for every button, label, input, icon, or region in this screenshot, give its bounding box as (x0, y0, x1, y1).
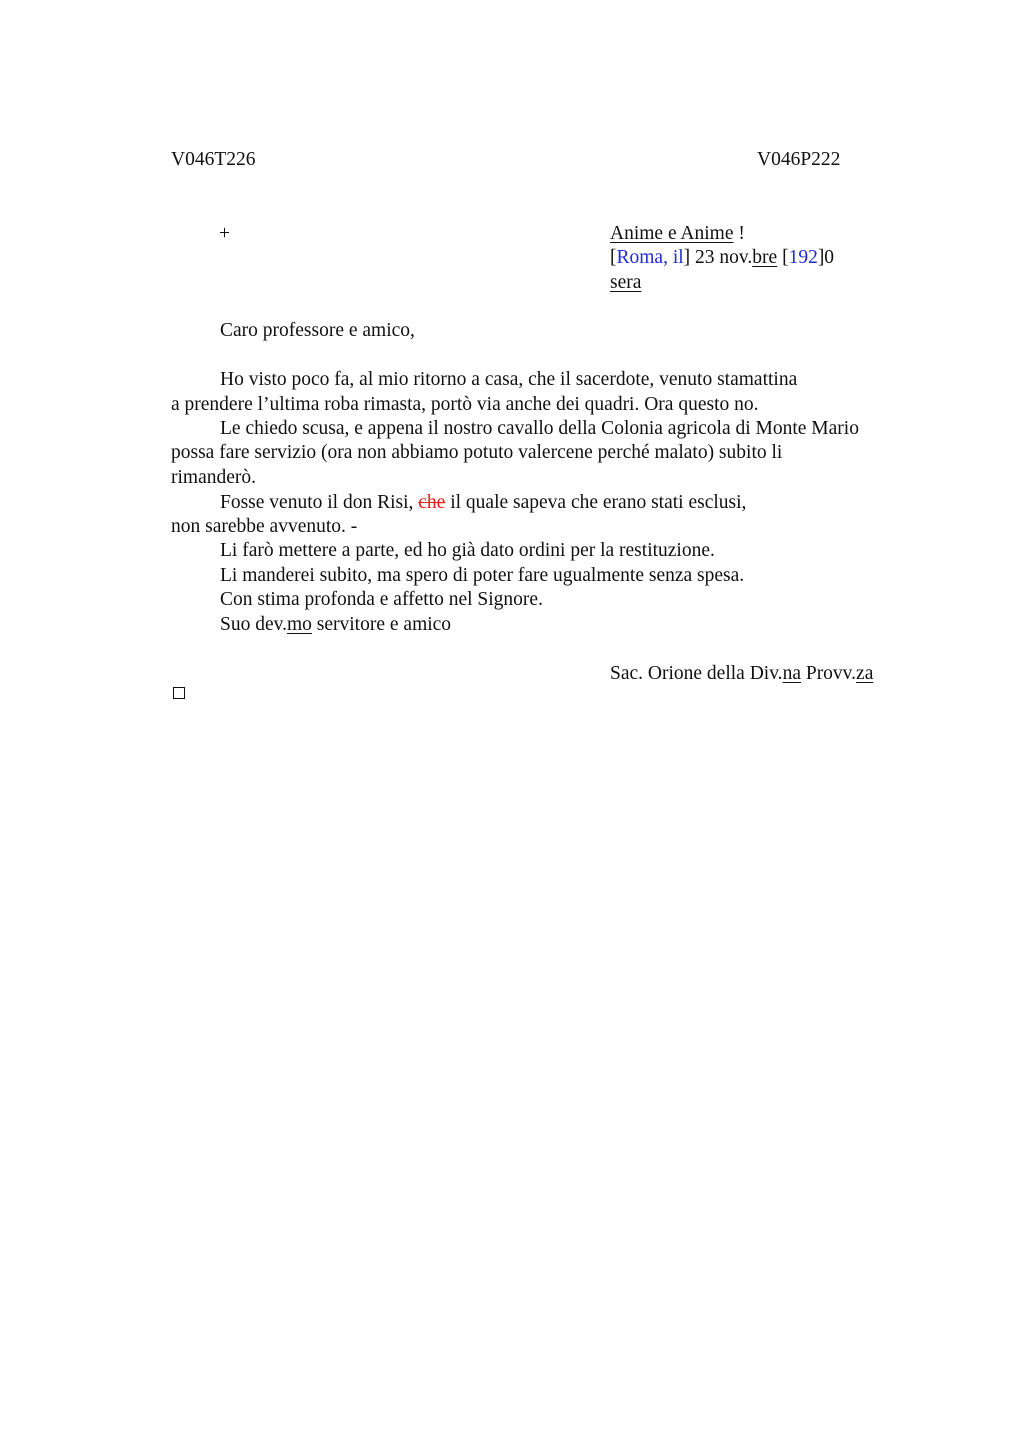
body-line-2: a prendere l’ultima roba rimasta, portò via anche dei quadri. Ora questo no. (171, 394, 759, 415)
body-line-3: Le chiedo scusa, e appena il nostro cavallo della Colonia agricola di Monte Mario (220, 418, 859, 439)
body-line-7: non sarebbe avvenuto. - (171, 516, 358, 537)
date-line: [Roma, il] 23 nov.bre [192]0 (610, 247, 835, 268)
signature: Sac. Orione della Div.na Provv.za (610, 663, 874, 684)
salutation: Caro professore e amico, (220, 320, 415, 341)
editorial-year: 192 (788, 247, 818, 268)
body-line-10: Con stima profonda e affetto nel Signore. (220, 589, 543, 610)
motto-line (610, 224, 745, 244)
closing-abbrev: mo (286, 614, 312, 635)
cross-mark: + (219, 223, 230, 244)
date-text: 23 nov. (690, 247, 753, 268)
editorial-place: Roma, il (616, 247, 684, 268)
end-of-document-marker (173, 687, 185, 699)
body-line-8: Li farò mettere a parte, ed ho già dato ordini per la restituzione. (220, 540, 715, 561)
motto-suffix: ! (733, 223, 745, 244)
time-of-day: sera (610, 272, 642, 293)
struck-word: che (418, 492, 446, 513)
date-abbrev: bre (752, 247, 778, 268)
body-line-6: Fosse venuto il don Risi, che il quale sapeva che erano stati esclusi, (220, 492, 747, 513)
body-line-4: possa fare servizio (ora non abbiamo potuto valercene perché malato) subito li (171, 442, 783, 463)
motto: Anime e Anime (610, 223, 734, 244)
document-code-left: V046T226 (171, 149, 256, 170)
time-line (610, 273, 641, 293)
body-line-5: rimanderò. (171, 467, 257, 488)
body-line-1: Ho visto poco fa, al mio ritorno a casa, che il sacerdote, venuto stamattina (220, 369, 798, 390)
body-line-9: Li manderei subito, ma spero di poter fare ugualmente senza spesa. (220, 565, 745, 586)
closing-line: Suo dev.mo servitore e amico (220, 614, 452, 635)
document-code-right: V046P222 (757, 149, 841, 170)
